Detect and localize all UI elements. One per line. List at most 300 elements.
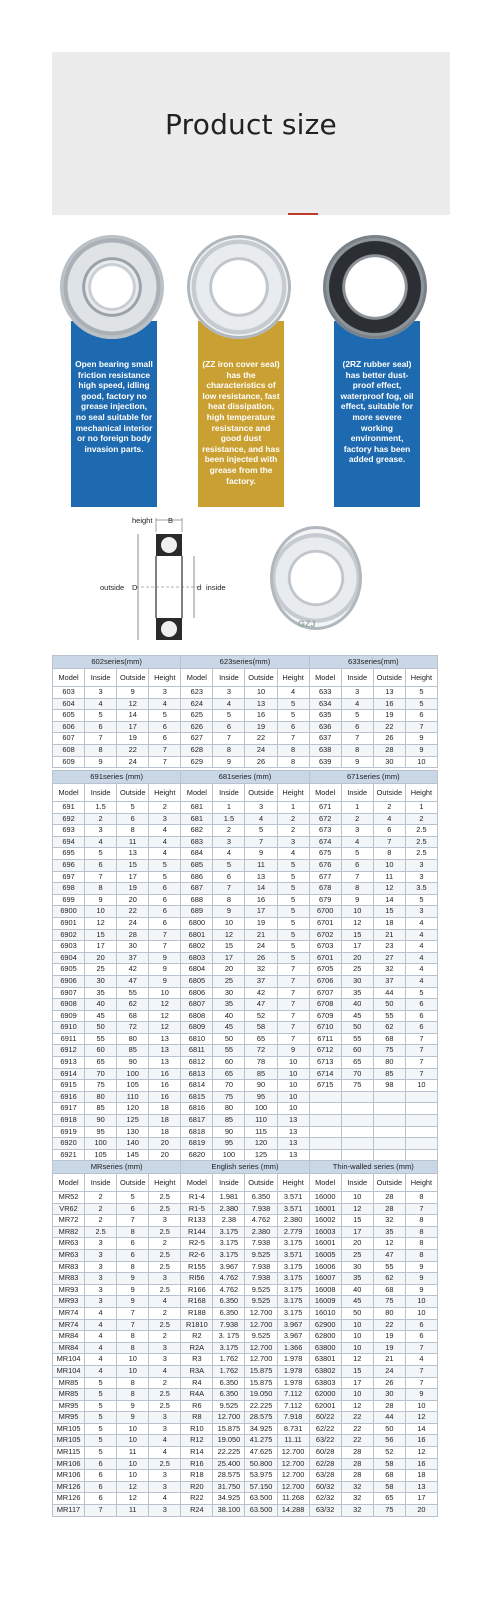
table-cell: 6 bbox=[85, 1458, 117, 1470]
table-cell: 5 bbox=[277, 894, 309, 906]
table-cell: 10 bbox=[117, 1470, 149, 1482]
table-cell: 3 bbox=[149, 1470, 181, 1482]
column-header: Outside bbox=[373, 784, 405, 802]
table-cell: 15 bbox=[341, 929, 373, 941]
table-cell: 3 bbox=[85, 1238, 117, 1250]
table-cell: 6802 bbox=[181, 941, 213, 953]
table-cell: 10 bbox=[213, 917, 245, 929]
table-cell: 28.575 bbox=[213, 1470, 245, 1482]
table-cell: 62/22 bbox=[309, 1423, 341, 1435]
table-cell: 6 bbox=[85, 1470, 117, 1482]
table-cell: R2-5 bbox=[181, 1238, 213, 1250]
table-row bbox=[53, 836, 438, 848]
table-cell: 5 bbox=[149, 859, 181, 871]
table-cell: 16 bbox=[405, 1435, 437, 1447]
table-row bbox=[53, 952, 438, 964]
column-header: Height bbox=[405, 784, 437, 802]
table-row bbox=[53, 756, 438, 768]
table-cell bbox=[309, 1115, 341, 1127]
table-cell: 7 bbox=[405, 1377, 437, 1389]
table-cell: 6812 bbox=[181, 1057, 213, 1069]
table-cell: MR106 bbox=[53, 1458, 85, 1470]
card-zz-bearing bbox=[195, 235, 287, 507]
table-cell: 22 bbox=[341, 1412, 373, 1424]
table-cell bbox=[405, 1126, 437, 1138]
table-row bbox=[53, 1126, 438, 1138]
table-cell: 10 bbox=[341, 906, 373, 918]
column-header: Inside bbox=[85, 784, 117, 802]
table-cell: 6815 bbox=[181, 1091, 213, 1103]
table-cell: 47.625 bbox=[245, 1447, 277, 1459]
table-cell: 686 bbox=[181, 871, 213, 883]
table-cell: 28 bbox=[373, 1400, 405, 1412]
table-cell: 65 bbox=[85, 1057, 117, 1069]
card-2rz-bearing bbox=[331, 235, 423, 507]
table-cell: 6914 bbox=[53, 1068, 85, 1080]
table-cell: 10 bbox=[277, 1091, 309, 1103]
table-cell: 4 bbox=[341, 836, 373, 848]
table-cell: 62/32 bbox=[309, 1493, 341, 1505]
table-cell: 32 bbox=[373, 1215, 405, 1227]
table-cell: MR85 bbox=[53, 1377, 85, 1389]
table-cell: 60/32 bbox=[309, 1481, 341, 1493]
table-cell: 672 bbox=[309, 813, 341, 825]
table-cell: 21 bbox=[373, 1354, 405, 1366]
table-row bbox=[53, 733, 438, 745]
table-cell: 16 bbox=[373, 698, 405, 710]
table-row bbox=[53, 1493, 438, 1505]
table-row bbox=[53, 710, 438, 722]
table-cell: 18 bbox=[149, 1115, 181, 1127]
table-cell: 11.268 bbox=[277, 1493, 309, 1505]
table-cell: 13 bbox=[277, 1138, 309, 1150]
table-cell: 8 bbox=[405, 1238, 437, 1250]
table-cell: 44 bbox=[373, 1412, 405, 1424]
series-header: Thin-walled series (mm) bbox=[309, 1161, 437, 1174]
table-cell: 14 bbox=[373, 894, 405, 906]
table-cell: 60 bbox=[213, 1057, 245, 1069]
table-cell: 6 bbox=[149, 917, 181, 929]
table-cell: 3 bbox=[149, 1215, 181, 1227]
table-cell: 9 bbox=[149, 952, 181, 964]
table-cell: 21 bbox=[245, 929, 277, 941]
table-cell: 125 bbox=[245, 1149, 277, 1161]
table-cell: 30 bbox=[213, 987, 245, 999]
table-cell: 9 bbox=[405, 1273, 437, 1285]
table-cell: 12 bbox=[117, 1481, 149, 1493]
table-cell: R3A bbox=[181, 1365, 213, 1377]
column-header: Outside bbox=[117, 784, 149, 802]
table-cell: 6701 bbox=[309, 917, 341, 929]
table-cell: 4 bbox=[277, 848, 309, 860]
table-row bbox=[53, 1481, 438, 1493]
table-cell: 63801 bbox=[309, 1354, 341, 1366]
table-cell: 78 bbox=[245, 1057, 277, 1069]
table-cell: 35 bbox=[341, 987, 373, 999]
table-cell: 3 bbox=[149, 1354, 181, 1366]
table-cell: 10 bbox=[117, 1435, 149, 1447]
table-cell: 4 bbox=[405, 1354, 437, 1366]
table-cell: 90 bbox=[85, 1115, 117, 1127]
table-cell: 28.575 bbox=[245, 1412, 277, 1424]
table-cell: 13 bbox=[149, 1033, 181, 1045]
table-cell: R1810 bbox=[181, 1319, 213, 1331]
table-cell: 7 bbox=[341, 733, 373, 745]
table-cell: 6 bbox=[149, 906, 181, 918]
table-cell: 2 bbox=[149, 1331, 181, 1343]
table-cell: 5 bbox=[85, 848, 117, 860]
table-cell: 6813 bbox=[181, 1068, 213, 1080]
table-cell: 9 bbox=[245, 848, 277, 860]
column-header: Outside bbox=[373, 669, 405, 687]
table-cell: 10 bbox=[341, 1389, 373, 1401]
table-cell: 7 bbox=[405, 1057, 437, 1069]
table-cell: 6 bbox=[405, 710, 437, 722]
table-cell: 20 bbox=[117, 894, 149, 906]
table-cell: R3 bbox=[181, 1354, 213, 1366]
table-cell: 4 bbox=[149, 848, 181, 860]
table-cell: 5 bbox=[277, 929, 309, 941]
table-cell: 16005 bbox=[309, 1249, 341, 1261]
table-cell: 9 bbox=[341, 756, 373, 768]
table-cell: 677 bbox=[309, 871, 341, 883]
table-cell: 28 bbox=[117, 929, 149, 941]
table-cell: R4 bbox=[181, 1377, 213, 1389]
table-cell: 85 bbox=[213, 1115, 245, 1127]
table-row bbox=[53, 1226, 438, 1238]
column-header: Inside bbox=[213, 669, 245, 687]
column-header: Model bbox=[309, 1174, 341, 1192]
table-cell: R22 bbox=[181, 1493, 213, 1505]
table-cell: 9 bbox=[117, 1296, 149, 1308]
table-cell bbox=[341, 1138, 373, 1150]
table-cell: 63.500 bbox=[245, 1493, 277, 1505]
table-cell: 605 bbox=[53, 710, 85, 722]
table-cell: 13 bbox=[149, 1045, 181, 1057]
table-cell: 63.500 bbox=[245, 1505, 277, 1517]
table-cell: 3.175 bbox=[277, 1307, 309, 1319]
table-cell: 6905 bbox=[53, 964, 85, 976]
table-cell: 628 bbox=[181, 744, 213, 756]
table-cell: 674 bbox=[309, 836, 341, 848]
table-cell bbox=[405, 1103, 437, 1115]
table-row bbox=[53, 1273, 438, 1285]
table-cell: 6818 bbox=[181, 1126, 213, 1138]
table-cell: 16 bbox=[149, 1091, 181, 1103]
table-cell: 4 bbox=[213, 698, 245, 710]
table-cell: 6903 bbox=[53, 941, 85, 953]
table-cell: 35 bbox=[341, 1273, 373, 1285]
table-cell: 28 bbox=[341, 1470, 373, 1482]
table-mr-english-thin bbox=[52, 1160, 438, 1517]
table-cell: 22 bbox=[245, 733, 277, 745]
table-cell: 7 bbox=[85, 871, 117, 883]
table-cell: 115 bbox=[245, 1126, 277, 1138]
table-cell: MR93 bbox=[53, 1284, 85, 1296]
table-cell: 6 bbox=[405, 999, 437, 1011]
table-cell: 12.700 bbox=[213, 1412, 245, 1424]
table-cell: 75 bbox=[373, 1045, 405, 1057]
outside-label: outside bbox=[100, 583, 125, 592]
table-cell: 55 bbox=[117, 987, 149, 999]
table-cell: 682 bbox=[181, 825, 213, 837]
table-cell: 13 bbox=[277, 1115, 309, 1127]
table-cell: 6 bbox=[149, 721, 181, 733]
table-cell: 5 bbox=[277, 906, 309, 918]
table-cell: 7 bbox=[277, 987, 309, 999]
table-cell: 675 bbox=[309, 848, 341, 860]
table-cell: R8 bbox=[181, 1412, 213, 1424]
table-row bbox=[53, 1215, 438, 1227]
table-cell: 10 bbox=[341, 1331, 373, 1343]
table-cell: 6820 bbox=[181, 1149, 213, 1161]
series-header: 671series (mm) bbox=[309, 771, 437, 784]
table-cell: 80 bbox=[117, 1033, 149, 1045]
table-cell: 3 bbox=[149, 1412, 181, 1424]
table-cell: 2.5 bbox=[149, 1389, 181, 1401]
table-cell: 5 bbox=[85, 710, 117, 722]
table-cell: MR115 bbox=[53, 1447, 85, 1459]
table-cell: 50 bbox=[373, 1423, 405, 1435]
table-cell: 7.112 bbox=[277, 1389, 309, 1401]
table-cell: 10 bbox=[277, 1103, 309, 1115]
table-cell: 27 bbox=[373, 952, 405, 964]
table-cell: 28 bbox=[341, 1447, 373, 1459]
table-cell: 50 bbox=[341, 1022, 373, 1034]
table-cell: 7 bbox=[405, 1365, 437, 1377]
table-cell: 12.700 bbox=[245, 1342, 277, 1354]
table-cell: 10 bbox=[149, 987, 181, 999]
table-cell: 13 bbox=[149, 1057, 181, 1069]
table-cell: 3 bbox=[245, 802, 277, 814]
table-cell: 3.175 bbox=[277, 1284, 309, 1296]
column-header: Model bbox=[309, 669, 341, 687]
table-cell: 6 bbox=[149, 883, 181, 895]
table-cell: 7 bbox=[405, 1342, 437, 1354]
table-cell: 16007 bbox=[309, 1273, 341, 1285]
table-cell: R155 bbox=[181, 1261, 213, 1273]
table-cell: 10 bbox=[405, 1307, 437, 1319]
table-cell: 7 bbox=[277, 1022, 309, 1034]
table-cell: 5 bbox=[341, 710, 373, 722]
table-cell bbox=[373, 1103, 405, 1115]
table-cell: 3 bbox=[149, 1342, 181, 1354]
table-row bbox=[53, 1423, 438, 1435]
table-cell: 6911 bbox=[53, 1033, 85, 1045]
table-cell: 6917 bbox=[53, 1103, 85, 1115]
table-cell: 16 bbox=[149, 1068, 181, 1080]
table-cell: 9 bbox=[213, 756, 245, 768]
column-header: Model bbox=[53, 784, 85, 802]
table-cell: 24 bbox=[245, 941, 277, 953]
table-cell: 22 bbox=[373, 1319, 405, 1331]
table-cell: 90 bbox=[245, 1080, 277, 1092]
table-cell: 80 bbox=[85, 1091, 117, 1103]
table-cell: MR93 bbox=[53, 1296, 85, 1308]
table-cell: 12 bbox=[341, 1203, 373, 1215]
table-cell: RI56 bbox=[181, 1273, 213, 1285]
table-cell: 626 bbox=[181, 721, 213, 733]
table-cell: 22 bbox=[341, 1435, 373, 1447]
table-cell: 6 bbox=[149, 733, 181, 745]
page-title: Product size bbox=[165, 108, 337, 141]
table-cell: 44 bbox=[373, 987, 405, 999]
table-cell: 3 bbox=[85, 825, 117, 837]
table-cell: 3 bbox=[149, 1481, 181, 1493]
table-cell: 5 bbox=[277, 952, 309, 964]
table-cell: MR95 bbox=[53, 1412, 85, 1424]
table-cell: 22 bbox=[117, 744, 149, 756]
table-row bbox=[53, 802, 438, 814]
table-cell: MR117 bbox=[53, 1505, 85, 1517]
table-cell: 609 bbox=[53, 756, 85, 768]
table-cell: 2 bbox=[85, 813, 117, 825]
column-header: Height bbox=[277, 669, 309, 687]
table-cell: R14 bbox=[181, 1447, 213, 1459]
table-cell: 25 bbox=[85, 964, 117, 976]
table-cell: 7.938 bbox=[245, 1203, 277, 1215]
height-label: height bbox=[132, 516, 153, 525]
table-cell: 32 bbox=[341, 1481, 373, 1493]
table-cell: 30 bbox=[373, 756, 405, 768]
table-cell: 17 bbox=[85, 941, 117, 953]
table-cell: 2 bbox=[213, 825, 245, 837]
table-cell: 3.175 bbox=[277, 1296, 309, 1308]
table-cell: 7 bbox=[277, 1033, 309, 1045]
table-cell: 9 bbox=[405, 744, 437, 756]
table-cell: 2.5 bbox=[149, 1261, 181, 1273]
table-cell: 100 bbox=[213, 1149, 245, 1161]
table-row bbox=[53, 825, 438, 837]
table-cell: 65 bbox=[373, 1493, 405, 1505]
table-cell: 8 bbox=[405, 1249, 437, 1261]
table-cell: 19 bbox=[373, 710, 405, 722]
table-cell: 6 bbox=[117, 1249, 149, 1261]
table-row bbox=[53, 848, 438, 860]
table-cell: MR104 bbox=[53, 1354, 85, 1366]
table-cell: 19 bbox=[373, 1342, 405, 1354]
table-cell: 85 bbox=[117, 1045, 149, 1057]
table-cell: R2A bbox=[181, 1342, 213, 1354]
table-cell: 10 bbox=[85, 906, 117, 918]
table-cell: 625 bbox=[181, 710, 213, 722]
table-cell: 1.978 bbox=[277, 1377, 309, 1389]
table-cell: 16 bbox=[149, 1080, 181, 1092]
table-cell: 26 bbox=[245, 952, 277, 964]
table-cell: 6910 bbox=[53, 1022, 85, 1034]
table-cell: 28 bbox=[373, 744, 405, 756]
table-cell: 16003 bbox=[309, 1226, 341, 1238]
table-cell bbox=[309, 1103, 341, 1115]
column-header: Height bbox=[149, 784, 181, 802]
table-cell: 6810 bbox=[181, 1033, 213, 1045]
table-cell: 5 bbox=[149, 710, 181, 722]
table-cell: 3 bbox=[149, 1423, 181, 1435]
card-text: (ZZ iron cover seal) has the characteristics of low resistance, fast heat dissipation, high temperature resistance and good dust resistance, and has been injected with grease from the factory. bbox=[202, 359, 280, 486]
table-row bbox=[53, 883, 438, 895]
table-cell: 24 bbox=[373, 1365, 405, 1377]
table-cell: 12 bbox=[405, 1412, 437, 1424]
table-cell: 8 bbox=[213, 744, 245, 756]
table-cell: 38.100 bbox=[213, 1505, 245, 1517]
table-cell: 671 bbox=[309, 802, 341, 814]
table-cell: 12 bbox=[117, 1493, 149, 1505]
table-cell: 606 bbox=[53, 721, 85, 733]
table-cell: 75 bbox=[341, 1080, 373, 1092]
card-text: Open bearing small friction resistance high speed, idling good, factory no grease injection, no seal suitable for mechanical interior or no foreign body invasion parts. bbox=[75, 359, 153, 454]
table-cell: 10 bbox=[117, 1423, 149, 1435]
table-cell: 140 bbox=[117, 1138, 149, 1150]
table-cell: 98 bbox=[373, 1080, 405, 1092]
table-cell: 6714 bbox=[309, 1068, 341, 1080]
table-cell: 634 bbox=[309, 698, 341, 710]
table-cell: 32 bbox=[341, 1493, 373, 1505]
table-cell: 75 bbox=[213, 1091, 245, 1103]
table-cell: 7.938 bbox=[245, 1238, 277, 1250]
table-cell: 40 bbox=[213, 1010, 245, 1022]
table-cell: 2.5 bbox=[85, 1226, 117, 1238]
table-cell: 6807 bbox=[181, 999, 213, 1011]
table-cell: 1 bbox=[341, 802, 373, 814]
table-cell: 2 bbox=[85, 1215, 117, 1227]
table-cell: 6713 bbox=[309, 1057, 341, 1069]
card-open-bearing bbox=[68, 235, 160, 507]
table-cell: 12 bbox=[149, 999, 181, 1011]
table-cell: 9 bbox=[85, 894, 117, 906]
table-cell: 6 bbox=[213, 871, 245, 883]
table-cell: 5 bbox=[85, 1400, 117, 1412]
table-cell: 3.175 bbox=[213, 1249, 245, 1261]
table-cell: 6711 bbox=[309, 1033, 341, 1045]
table-cell: 2.380 bbox=[277, 1215, 309, 1227]
card-text: (2RZ rubber seal) has better dust-proof effect, waterproof fog, oil effect, suitable for more severe working environment, factory has been added grease. bbox=[340, 359, 414, 465]
table-cell: 25 bbox=[213, 975, 245, 987]
table-cell: 9 bbox=[213, 906, 245, 918]
table-cell: 63/32 bbox=[309, 1505, 341, 1517]
table-cell: R6 bbox=[181, 1400, 213, 1412]
table-cell: 6 bbox=[85, 1493, 117, 1505]
table-row bbox=[53, 1261, 438, 1273]
table-cell: 6 bbox=[85, 1481, 117, 1493]
table-cell: 4 bbox=[85, 1354, 117, 1366]
table-row bbox=[53, 1296, 438, 1308]
table-cell: 6703 bbox=[309, 941, 341, 953]
table-cell: MR126 bbox=[53, 1493, 85, 1505]
table-cell: 8.731 bbox=[277, 1423, 309, 1435]
table-cell: 3 bbox=[85, 687, 117, 699]
table-cell: 7 bbox=[245, 836, 277, 848]
series-header: 602series(mm) bbox=[53, 656, 181, 669]
table-cell: 65 bbox=[341, 1057, 373, 1069]
table-cell: 603 bbox=[53, 687, 85, 699]
table-cell: 63/28 bbox=[309, 1470, 341, 1482]
table-cell: 697 bbox=[53, 871, 85, 883]
table-row bbox=[53, 1045, 438, 1057]
column-headers bbox=[53, 784, 438, 802]
table-cell: 9 bbox=[85, 756, 117, 768]
table-cell: 100 bbox=[117, 1068, 149, 1080]
table-cell: 17 bbox=[213, 952, 245, 964]
table-cell: 16 bbox=[405, 1458, 437, 1470]
table-cell: 4 bbox=[373, 813, 405, 825]
table-cell: 2 bbox=[149, 802, 181, 814]
table-cell: MR105 bbox=[53, 1435, 85, 1447]
table-cell: 4 bbox=[245, 813, 277, 825]
table-cell: 15 bbox=[341, 1365, 373, 1377]
table-cell: 105 bbox=[85, 1149, 117, 1161]
table-cell: MR82 bbox=[53, 1226, 85, 1238]
table-cell: 6 bbox=[405, 1319, 437, 1331]
